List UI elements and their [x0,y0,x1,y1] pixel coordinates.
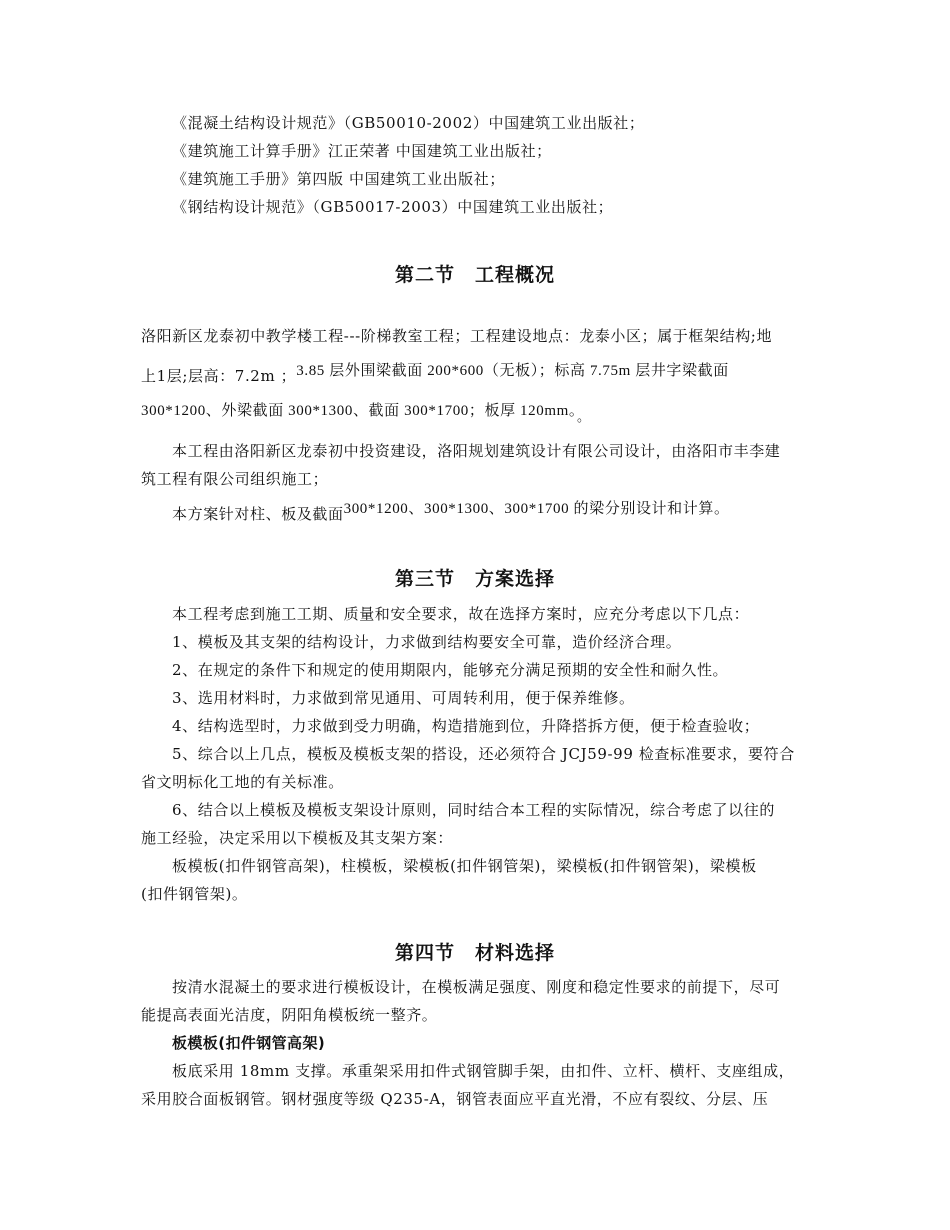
list-item: 6、结合以上模板及模板支架设计原则，同时结合本工程的实际情况，综合考虑了以往的 [172,801,775,819]
overview-text: 。 [577,410,591,425]
paragraph-line: 筑工程有限公司组织施工； [141,470,329,488]
list-item: 2、在规定的条件下和规定的使用期限内，能够充分满足预期的安全性和耐久性。 [172,661,729,679]
paragraph-line: 采用胶合面板钢管。钢材强度等级 Q235-A，钢管表面应平直光滑，不应有裂纹、分层、压 [141,1090,769,1108]
paragraph-line: 板模板(扣件钢管高架)，柱模板，梁模板(扣件钢管架)，梁模板(扣件钢管架)，梁模板 [172,857,757,875]
reference-item: 《混凝土结构设计规范》（GB50010-2002）中国建筑工业出版社； [172,114,645,132]
paragraph-text: 本方案针对柱、板及截面 [172,505,344,523]
overview-line: 洛阳新区龙泰初中教学楼工程---阶梯教室工程；工程建设地点：龙泰小区；属于框架结构;地 [141,327,773,345]
paragraph-line: 板底采用 18mm 支撑。承重架采用扣件式钢管脚手架，由扣件、立杆、横杆、支座组成， [172,1062,795,1080]
paragraph-line: 本工程考虑到施工工期、质量和安全要求，故在选择方案时，应充分考虑以下几点： [172,605,750,623]
reference-item: 《建筑施工手册》第四版 中国建筑工业出版社； [172,170,505,188]
paragraph-line: 按清水混凝土的要求进行模板设计，在模板满足强度、刚度和稳定性要求的前提下，尽可 [172,978,781,996]
list-item: 5、综合以上几点，模板及模板支架的搭设，还必须符合 JCJ59-99 检查标准要求，要符合 [172,745,795,763]
section-heading: 第二节 工程概况 [394,264,555,286]
list-item: 4、结构选型时，力求做到受力明确，构造措施到位，升降搭拆方便，便于检查验收； [172,717,760,735]
paragraph-text: 300*1200、300*1300、300*1700 的梁分别设计和计算。 [343,501,730,517]
list-item: 1、模板及其支架的结构设计，力求做到结构要安全可靠，造价经济合理。 [172,633,682,651]
reference-item: 《建筑施工计算手册》江正荣著 中国建筑工业出版社； [172,142,552,160]
overview-line [141,400,591,425]
overview-text: 300*1200、外梁截面 300*1300、截面 300*1700；板厚 120mm。 [141,403,577,419]
paragraph-line: 本工程由洛阳新区龙泰初中投资建设，洛阳规划建筑设计有限公司设计，由洛阳市丰李建 [172,442,781,460]
reference-item: 《钢结构设计规范》（GB50017-2003）中国建筑工业出版社； [172,198,614,216]
list-item: 省文明标化工地的有关标准。 [141,773,344,791]
overview-text: 上1层;层高：7.2m ； [141,367,297,385]
overview-line [141,363,729,387]
list-item: 3、选用材料时，力求做到常见通用、可周转利用，便于保养维修。 [172,689,635,707]
section-heading: 第四节 材料选择 [394,942,555,964]
paragraph-line: (扣件钢管架)。 [141,885,248,903]
subsection-title: 板模板(扣件钢管高架) [172,1034,326,1052]
section-heading: 第三节 方案选择 [394,568,555,590]
paragraph-line [172,501,730,525]
overview-text: 3.85 层外围梁截面 200*600（无板）；标高 7.75m 层井字梁截面 [296,363,729,379]
paragraph-line: 能提高表面光洁度，阴阳角模板统一整齐。 [141,1006,438,1024]
list-item: 施工经验，决定采用以下模板及其支架方案： [141,829,454,847]
